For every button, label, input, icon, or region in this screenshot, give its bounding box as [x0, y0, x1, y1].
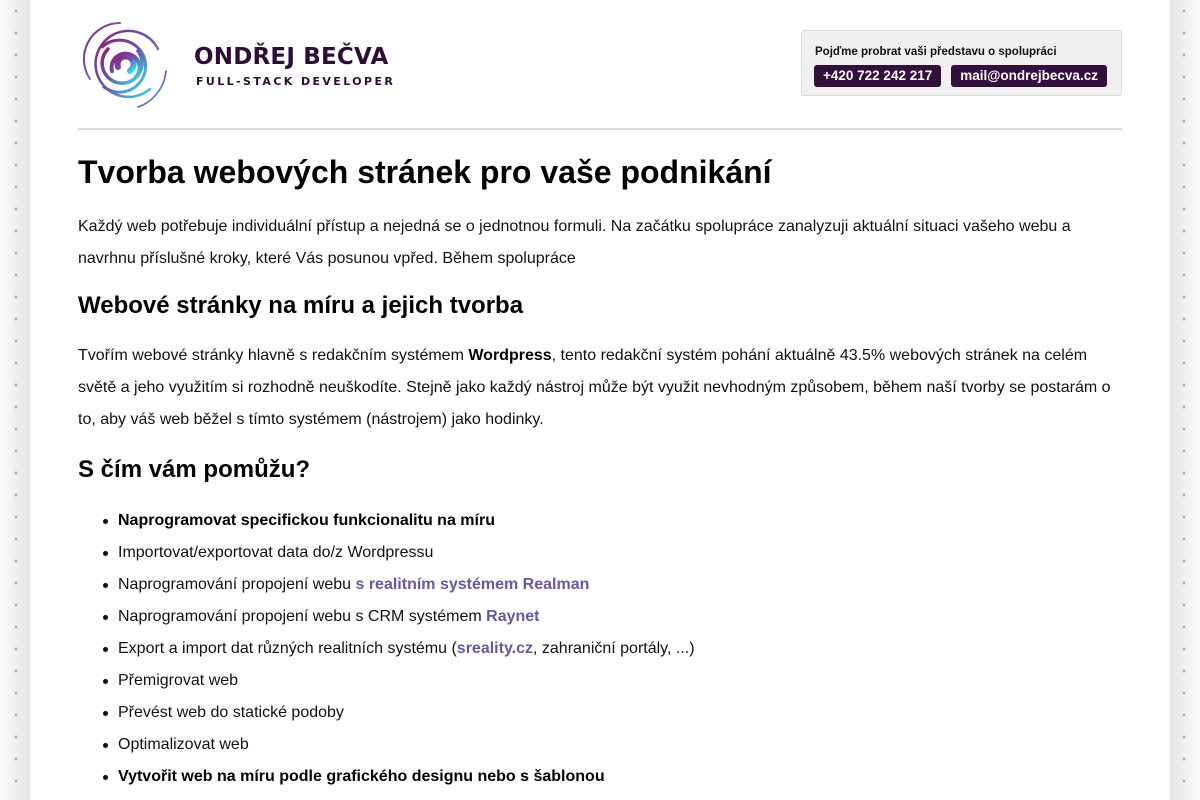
phone-button[interactable]: +420 722 242 217 — [814, 65, 941, 87]
list-item-text: Naprogramování propojení webu — [118, 576, 356, 593]
realman-link[interactable]: s realitním systémem Realman — [355, 576, 590, 593]
spiral-logo-icon — [78, 19, 170, 111]
list-item — [118, 537, 1122, 569]
list-item — [118, 633, 1122, 665]
list-item — [118, 569, 1122, 601]
list-item-text: Přemigrovat web — [118, 672, 239, 689]
brand — [194, 44, 395, 88]
paragraph-text: , tento redakční systém pohání aktuálně 43.5% webových stránek na celém světě a jeho využitím si rozhodně neuškodíte. Stejně jako každý nástroj může být využit nevhodným způsobem, během naší tvorby se postarám o to, aby váš web běžel s tímto systémem (nástrojem) jako hodinky. — [78, 347, 1111, 428]
contact-title: Pojďme probrat vaši představu o spolupráci — [815, 46, 1057, 58]
list-item-text: Export a import dat různých realitních systému ( — [118, 640, 457, 657]
list-item — [118, 665, 1122, 697]
brand-subtitle: FULL-STACK DEVELOPER — [196, 75, 396, 88]
list-item — [118, 505, 1122, 537]
email-button[interactable]: mail@ondrejbecva.cz — [951, 65, 1107, 87]
list-item-text: Optimalizovat web — [118, 736, 249, 753]
list-item — [118, 761, 1122, 793]
list-item-text: Vytvořit web na míru podle grafického designu nebo s šablonou — [118, 768, 605, 785]
logo-link[interactable] — [78, 19, 395, 111]
list-item-text: Naprogramovat specifickou funkcionalitu na míru — [118, 512, 495, 529]
contact-buttons — [814, 65, 1109, 87]
list-item-text: , zahraniční portály, ...) — [533, 640, 695, 657]
contact-box — [801, 30, 1122, 96]
list-item — [118, 697, 1122, 729]
intro-paragraph: Každý web potřebuje individuální přístup a nejedná se o jednotnou formuli. Na začátku spolupráce zanalyzuji aktuální situaci vašeho webu a navrhnu příslušné kroky, které Vás posunou vpřed. Během spolupráce — [78, 218, 1071, 267]
list-item-text: Naprogramování propojení webu s CRM systémem — [118, 608, 487, 625]
list-item-text: Převést web do statické podoby — [118, 704, 344, 721]
paragraph-text: Tvořím webové stránky hlavně s redakčním systémem — [78, 347, 469, 364]
wordpress-bold: Wordpress — [468, 347, 552, 364]
main-content — [78, 130, 1122, 793]
services-list — [78, 505, 1122, 793]
background-pattern-left — [0, 0, 30, 800]
list-item — [118, 601, 1122, 633]
section-heading-services: S čím vám pomůžu? — [78, 456, 311, 483]
brand-name: ONDŘEJ BEČVA — [194, 44, 389, 70]
page-title: Tvorba webových stránek pro vaše podnikání — [78, 154, 772, 190]
sreality-link[interactable]: sreality.cz — [456, 640, 533, 657]
background-pattern-right — [1170, 0, 1200, 800]
raynet-link[interactable]: Raynet — [486, 608, 540, 625]
site-header — [78, 0, 1122, 130]
list-item-text: Importovat/exportovat data do/z Wordpressu — [118, 544, 434, 561]
section-heading-web: Webové stránky na míru a jejich tvorba — [78, 292, 524, 319]
list-item — [118, 729, 1122, 761]
page-container — [30, 0, 1170, 800]
wordpress-paragraph — [78, 340, 1122, 436]
